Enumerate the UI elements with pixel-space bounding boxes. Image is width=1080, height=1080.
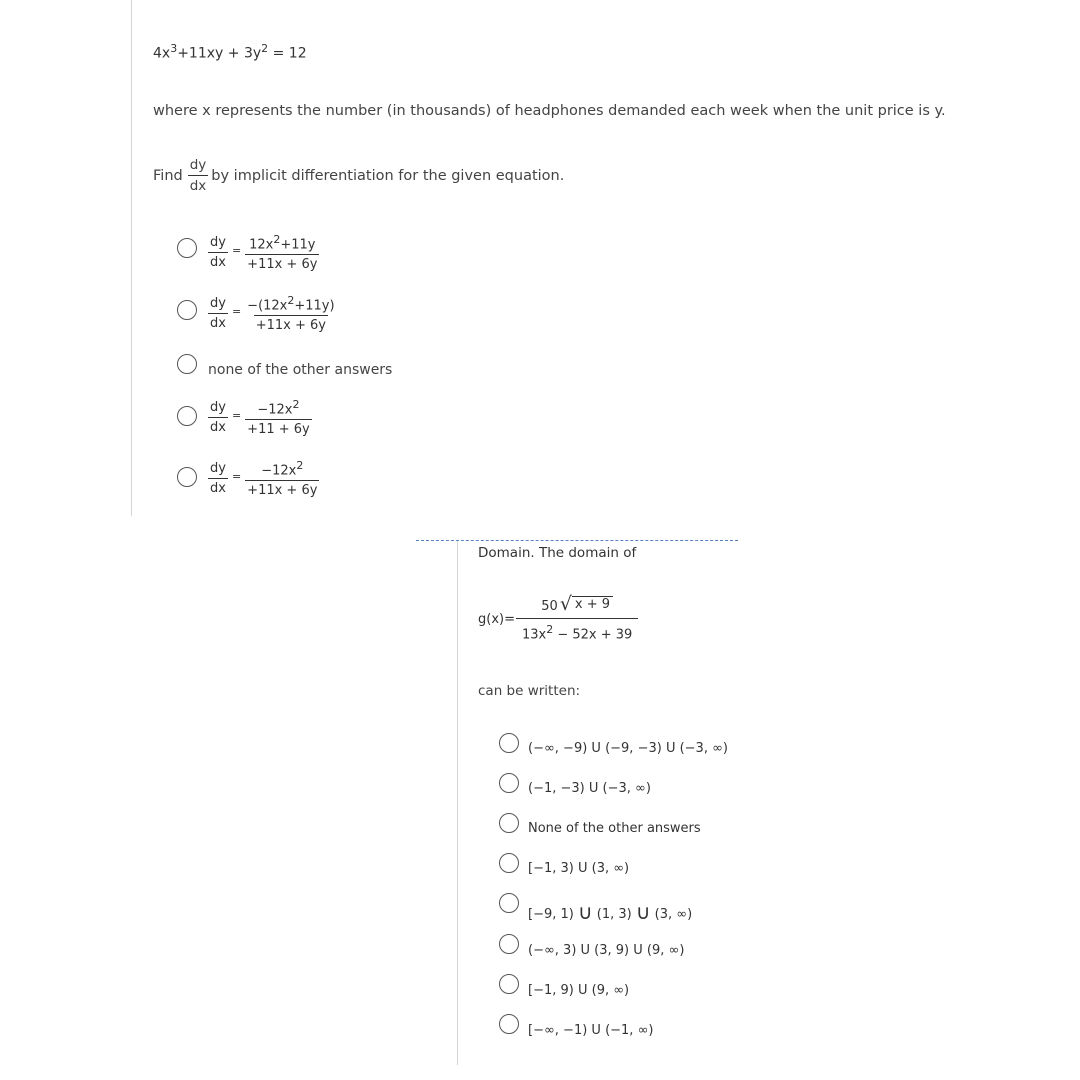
q2-option-1-label[interactable]: (−∞, −9) U (−9, −3) U (−3, ∞) xyxy=(528,741,728,756)
q2-option-4-radio[interactable] xyxy=(499,853,519,873)
q2-subtitle: can be written: xyxy=(478,683,581,699)
q2-option-8-label[interactable]: [−∞, −1) U (−1, ∞) xyxy=(528,1023,654,1038)
q2-option-7-label[interactable]: [−1, 9) U (9, ∞) xyxy=(528,983,630,998)
dy-dx-fraction: $\frac{dy}{dx}$ xyxy=(189,157,207,194)
square-root: √ x + 9 xyxy=(560,596,613,612)
q2-option-6-radio[interactable] xyxy=(499,934,519,954)
q1-description: where x represents the number (in thousands) of headphones demanded each week when the unit price is y. xyxy=(153,103,946,119)
q2-option-5-radio[interactable] xyxy=(499,893,519,913)
q1-prompt: Find $\frac{dy}{dx}$ by implicit differentiation for the given equation. xyxy=(153,157,565,194)
q2-option-3-radio[interactable] xyxy=(499,813,519,833)
q2-option-6-label[interactable]: (−∞, 3) U (3, 9) U (9, ∞) xyxy=(528,943,685,958)
q1-option-b-radio[interactable] xyxy=(177,300,197,320)
right-panel-border xyxy=(457,541,458,1065)
q1-option-a-radio[interactable] xyxy=(177,238,197,258)
q2-function-definition: g(x)= 50 √ x + 9 $13x^2 - 52x + 39$ xyxy=(478,596,638,642)
panel-divider xyxy=(416,540,738,541)
q2-title: Domain. The domain of xyxy=(478,545,637,561)
q2-option-2-label[interactable]: (−1, −3) U (−3, ∞) xyxy=(528,781,651,796)
left-panel-border xyxy=(131,0,132,516)
q2-option-5-label[interactable]: [−9, 1) ∪ (1, 3) ∪ (3, ∞) xyxy=(528,900,693,924)
q1-option-d-label[interactable]: $\frac{dy}{dx}$ = $\frac{-12x^2}{+11 + 6y}$ xyxy=(210,398,310,438)
q2-option-8-radio[interactable] xyxy=(499,1014,519,1034)
q1-option-e-label[interactable]: $\frac{dy}{dx}$ = $\frac{-12x^2}{+11x + 6y}$ xyxy=(210,459,318,499)
q1-equation: $4x^3+11xy + 3y^2 = 12$ xyxy=(153,42,307,62)
q1-option-b-label[interactable]: $\frac{dy}{dx}$ = $\frac{-(12x^2+11y)}{+11x + 6y}$ xyxy=(210,294,335,334)
q2-option-7-radio[interactable] xyxy=(499,974,519,994)
q1-option-c-radio[interactable] xyxy=(177,354,197,374)
q2-option-2-radio[interactable] xyxy=(499,773,519,793)
q2-option-1-radio[interactable] xyxy=(499,733,519,753)
q1-option-a-label[interactable]: $\frac{dy}{dx}$ = $\frac{12x^2+11y}{+11x + 6y}$ xyxy=(210,233,318,273)
q2-option-4-label[interactable]: [−1, 3) U (3, ∞) xyxy=(528,861,630,876)
q2-option-3-label[interactable]: None of the other answers xyxy=(528,821,701,836)
q1-option-c-label[interactable]: none of the other answers xyxy=(208,362,393,378)
q1-option-d-radio[interactable] xyxy=(177,406,197,426)
q1-option-e-radio[interactable] xyxy=(177,467,197,487)
g-fraction: 50 √ x + 9 $13x^2 - 52x + 39$ xyxy=(516,596,638,642)
